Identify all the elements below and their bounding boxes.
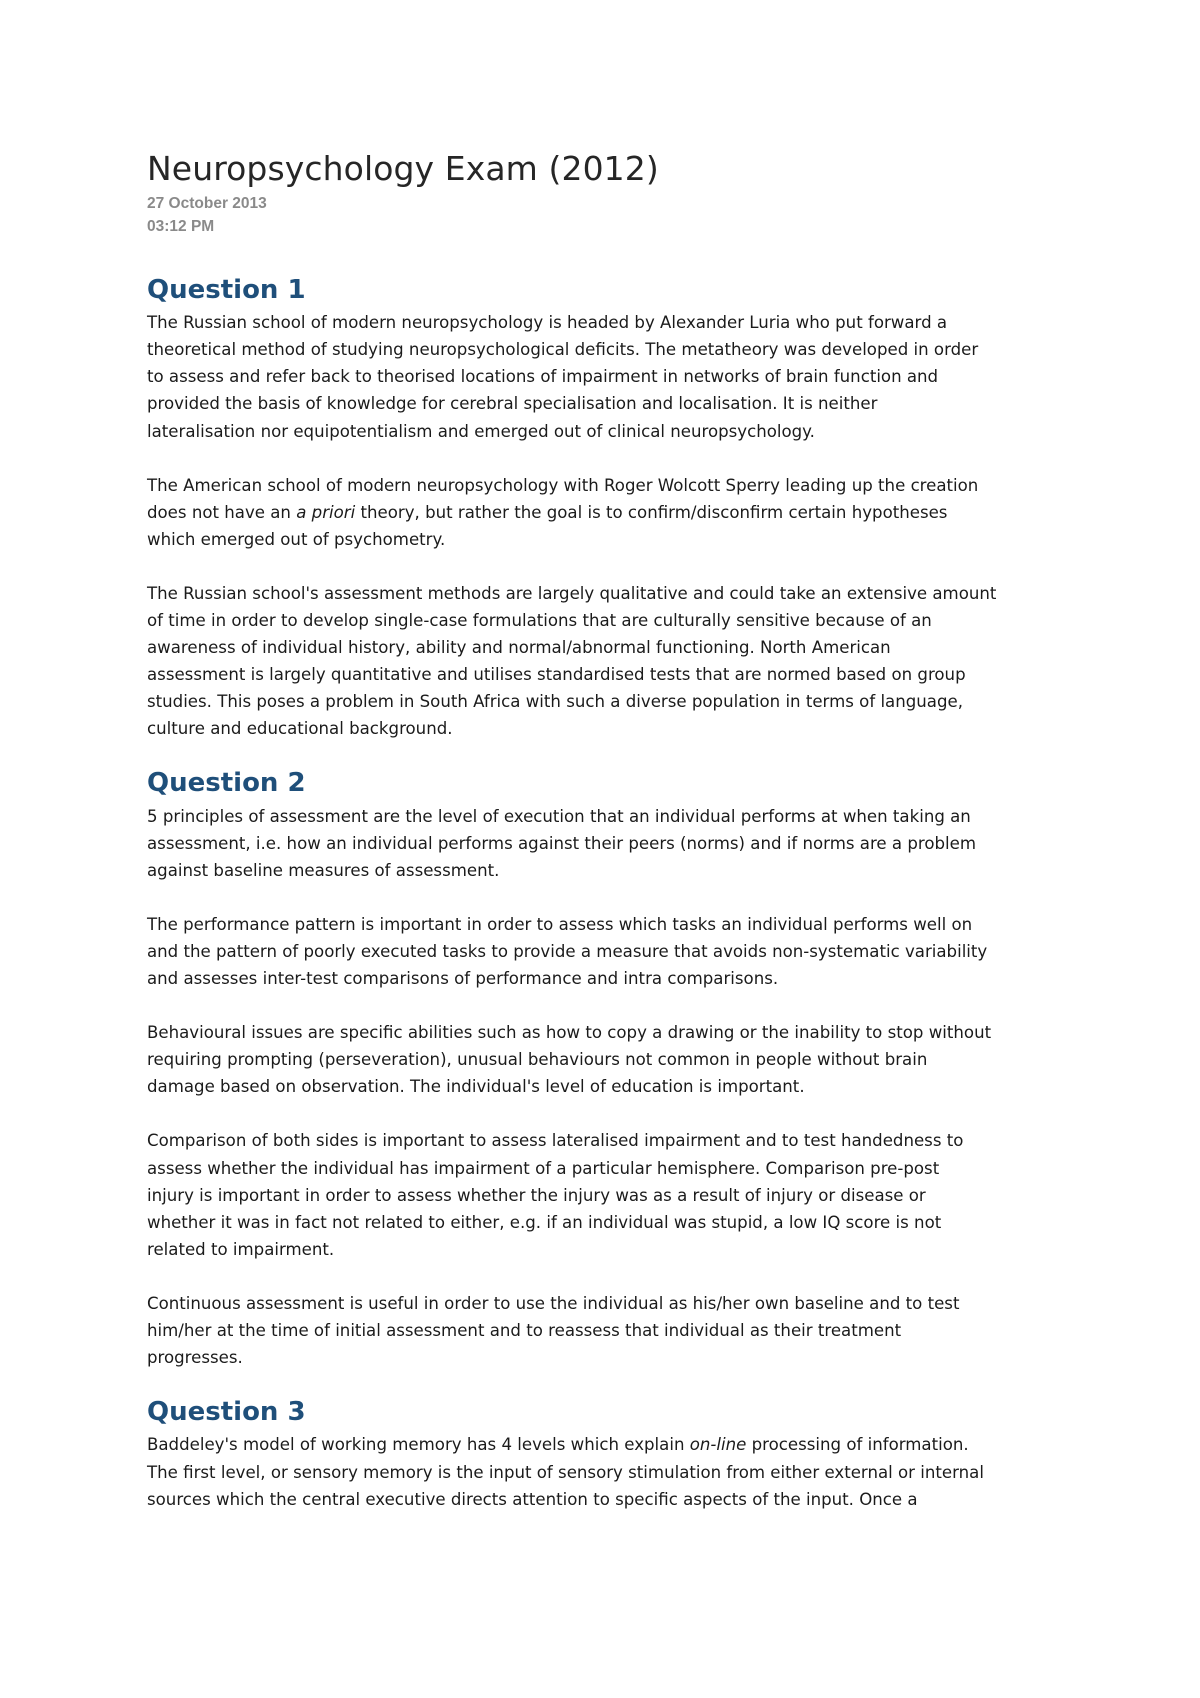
document-content <box>147 150 1067 1513</box>
question-1-heading: Question 1 <box>147 274 306 305</box>
text-fragment: does not have an <box>147 502 297 522</box>
text-line: lateralisation nor equipotentialism and emerged out of clinical neuropsychology. <box>147 421 815 441</box>
text-line: awareness of individual history, ability and normal/abnormal functioning. North American <box>147 638 891 658</box>
text-line: him/her at the time of initial assessment and to reassess that individual as their treatment <box>147 1321 902 1341</box>
question-3-paragraph-1 <box>147 1431 1067 1512</box>
question-2-heading: Question 2 <box>147 768 306 799</box>
question-1-paragraph-2 <box>147 472 1067 553</box>
question-1-paragraph-1 <box>147 309 1067 444</box>
note-date: 27 October 2013 <box>147 194 267 212</box>
text-line: damage based on observation. The individual's level of education is important. <box>147 1077 805 1097</box>
text-line: injury is important in order to assess whether the injury was as a result of injury or disease or <box>147 1185 926 1205</box>
text-line: related to impairment. <box>147 1239 335 1259</box>
text-line: culture and educational background. <box>147 719 453 739</box>
text-line: studies. This poses a problem in South Africa with such a diverse population in terms of language, <box>147 692 963 712</box>
text-line: The American school of modern neuropsychology with Roger Wolcott Sperry leading up the creation <box>147 475 979 495</box>
note-metadata <box>147 192 1067 238</box>
question-2-paragraph-3 <box>147 1019 1067 1100</box>
text-line: against baseline measures of assessment. <box>147 860 500 880</box>
text-line: of time in order to develop single-case formulations that are culturally sensitive because of an <box>147 610 932 630</box>
question-2-paragraph-1 <box>147 803 1067 884</box>
text-line: Comparison of both sides is important to assess lateralised impairment and to test handedness to <box>147 1131 964 1151</box>
text-line: and the pattern of poorly executed tasks to provide a measure that avoids non-systematic variability <box>147 942 988 961</box>
note-time: 03:12 PM <box>147 217 215 235</box>
text-line: assessment is largely quantitative and utilises standardised tests that are normed based on group <box>147 665 966 685</box>
question-3-heading: Question 3 <box>147 1397 306 1428</box>
text-line: The first level, or sensory memory is the input of sensory stimulation from either external or internal <box>147 1462 984 1482</box>
text-line: progresses. <box>147 1348 243 1368</box>
text-line: and assesses inter-test comparisons of performance and intra comparisons. <box>147 969 779 989</box>
question-2-paragraph-2 <box>147 911 1067 992</box>
text-line: Continuous assessment is useful in order to use the individual as his/her own baseline and to test <box>147 1293 960 1313</box>
text-line: theoretical method of studying neuropsychological deficits. The metatheory was developed in order <box>147 340 979 360</box>
text-line <box>147 1431 1067 1458</box>
question-1-paragraph-3 <box>147 580 1067 743</box>
italic-term: on-line <box>689 1435 747 1455</box>
text-line: which emerged out of psychometry. <box>147 529 446 549</box>
text-line: assessment, i.e. how an individual performs against their peers (norms) and if norms are a problem <box>147 833 977 853</box>
page-title: Neuropsychology Exam (2012) <box>147 149 659 188</box>
text-fragment: Baddeley's model of working memory has 4 levels which explain <box>147 1435 690 1455</box>
text-line: Behavioural issues are specific abilities such as how to copy a drawing or the inability to stop without <box>147 1023 992 1043</box>
text-line: provided the basis of knowledge for cerebral specialisation and localisation. It is neither <box>147 394 878 414</box>
question-2-paragraph-4 <box>147 1127 1067 1262</box>
text-line: to assess and refer back to theorised locations of impairment in networks of brain function and <box>147 367 939 387</box>
text-line: 5 principles of assessment are the level of execution that an individual performs at when taking an <box>147 806 971 826</box>
text-line <box>147 499 1067 526</box>
text-line: whether it was in fact not related to either, e.g. if an individual was stupid, a low IQ score is not <box>147 1212 942 1232</box>
text-line: assess whether the individual has impairment of a particular hemisphere. Comparison pre-post <box>147 1158 940 1178</box>
text-line: sources which the central executive directs attention to specific aspects of the input. Once a <box>147 1489 918 1509</box>
text-line: requiring prompting (perseveration), unusual behaviours not common in people without brain <box>147 1050 928 1070</box>
text-line: The Russian school of modern neuropsychology is headed by Alexander Luria who put forward a <box>147 313 948 333</box>
italic-term: a priori <box>296 502 356 522</box>
text-fragment: processing of information. <box>746 1435 969 1455</box>
text-line: The performance pattern is important in order to assess which tasks an individual performs well on <box>147 914 973 934</box>
text-line: The Russian school's assessment methods are largely qualitative and could take an extensive amount <box>147 583 997 603</box>
question-2-paragraph-5 <box>147 1290 1067 1371</box>
text-fragment: theory, but rather the goal is to confirm/disconfirm certain hypotheses <box>355 502 948 522</box>
